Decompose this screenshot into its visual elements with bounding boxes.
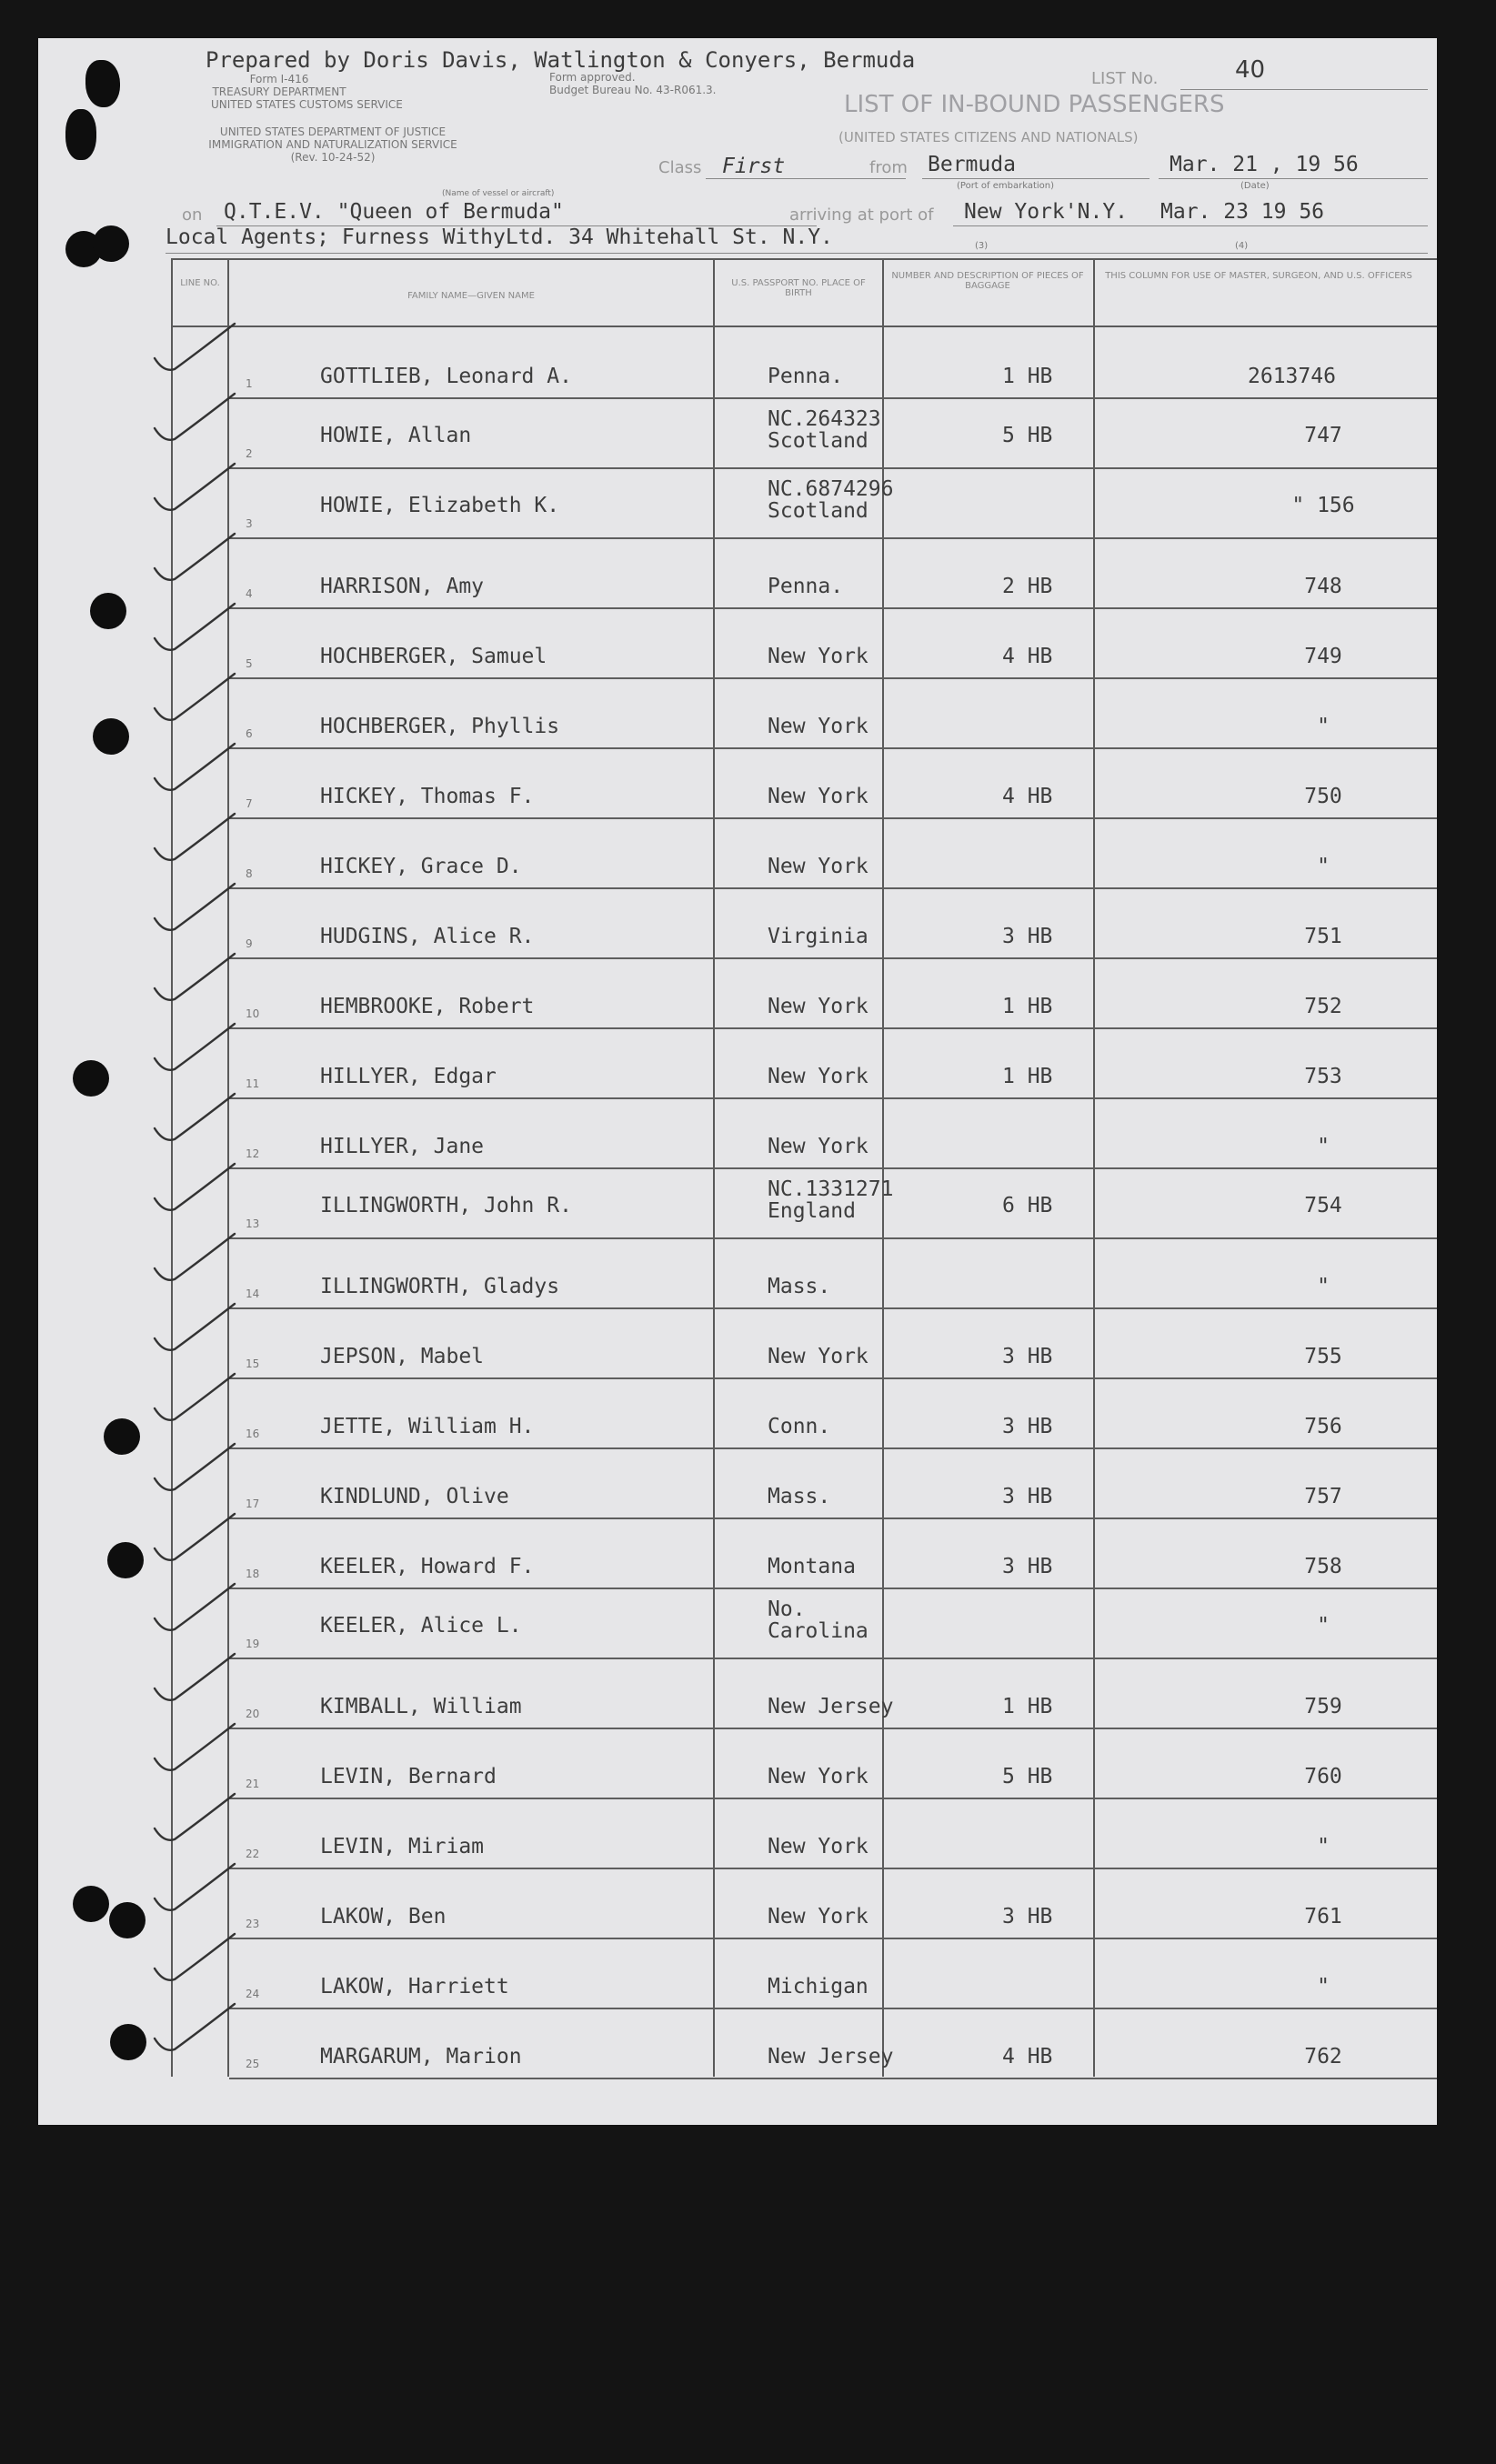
manifest-page (38, 38, 1437, 2125)
column-header-baggage: NUMBER AND DESCRIPTION OF PIECES OF BAGGAGE (891, 271, 1084, 291)
table-row (229, 537, 1437, 609)
justice-block (169, 125, 497, 164)
place-of-birth: New York (768, 1905, 868, 1928)
check-mark-icon (147, 873, 247, 946)
justice-line: UNITED STATES DEPARTMENT OF JUSTICE (219, 125, 447, 138)
check-mark-icon (147, 1013, 247, 1086)
place-of-birth: New York (768, 855, 868, 878)
place-of-birth: Montana (768, 1555, 856, 1578)
line-number: 5 (246, 657, 253, 670)
passport-number: NC.1331271 (768, 1177, 894, 1201)
line-number: 14 (246, 1287, 260, 1300)
place-of-birth: New York (768, 785, 868, 808)
place-of-birth: Mass. (768, 1485, 831, 1508)
punch-hole (93, 225, 129, 262)
punch-hole (93, 718, 129, 755)
passenger-name: HOWIE, Allan (320, 424, 472, 447)
punch-hole (104, 1418, 140, 1455)
passenger-name: MARGARUM, Marion (320, 2045, 522, 2068)
place-of-birth: New York (768, 1135, 868, 1158)
line-number: 1 (246, 377, 253, 390)
table-row (229, 1517, 1437, 1589)
passenger-name: HILLYER, Edgar (320, 1065, 497, 1088)
table-row (229, 1097, 1437, 1169)
baggage: 4 HB (1002, 2045, 1053, 2068)
officer-number: 751 (1304, 925, 1342, 948)
table-row (229, 397, 1437, 469)
table-row (229, 1798, 1437, 1869)
date-line (1159, 178, 1428, 179)
check-mark-icon (147, 1503, 247, 1576)
class-line (706, 178, 906, 179)
passenger-name: JEPSON, Mabel (320, 1345, 485, 1368)
check-mark-icon (147, 523, 247, 596)
table-row (229, 1307, 1437, 1379)
baggage: 1 HB (1002, 1065, 1053, 1088)
table-row (229, 1868, 1437, 1939)
table-row (229, 2008, 1437, 2079)
place-of-birth: Michigan (768, 1975, 868, 1998)
check-mark-icon (147, 1363, 247, 1436)
place-of-birth: Carolina (768, 1619, 868, 1643)
passenger-name: ILLINGWORTH, Gladys (320, 1275, 560, 1298)
officer-number: 755 (1304, 1345, 1342, 1368)
officer-number: 760 (1304, 1765, 1342, 1788)
check-mark-icon (147, 453, 247, 526)
place-of-birth: New Jersey (768, 2045, 894, 2068)
table-row (229, 957, 1437, 1029)
officer-number: " (1317, 1275, 1330, 1298)
list-title: LIST OF IN-BOUND PASSENGERS (844, 91, 1225, 118)
approval-line: Form approved. (549, 71, 636, 84)
place-of-birth: New York (768, 645, 868, 668)
form-block (211, 73, 403, 111)
baggage: 5 HB (1002, 424, 1053, 447)
officer-number: " (1317, 1975, 1330, 1998)
check-mark-icon (147, 1573, 247, 1646)
punch-hole (90, 593, 126, 629)
check-mark-icon (147, 943, 247, 1016)
from-value: Bermuda (928, 153, 1016, 176)
baggage: 2 HB (1002, 575, 1053, 598)
check-mark-icon (147, 733, 247, 806)
place-of-birth: Virginia (768, 925, 868, 948)
column-header-passport: U.S. PASSPORT NO. PLACE OF BIRTH (731, 278, 866, 298)
table-row (229, 327, 1437, 399)
officer-number: 752 (1304, 995, 1342, 1018)
check-mark-icon (147, 383, 247, 456)
baggage: 6 HB (1002, 1194, 1053, 1217)
approval-line: Budget Bureau No. 43-R061.3. (549, 84, 717, 96)
arrival-line (953, 225, 1428, 226)
punch-hole (73, 1060, 109, 1097)
line-number: 23 (246, 1918, 260, 1930)
table-row (229, 1658, 1437, 1729)
table-row (229, 1167, 1437, 1239)
place-of-birth: Penna. (768, 365, 844, 388)
passenger-name: GOTTLIEB, Leonard A. (320, 365, 572, 388)
check-mark-icon (147, 1293, 247, 1366)
arrival-date: Mar. 23 19 56 (1160, 200, 1325, 224)
passenger-name: HUDGINS, Alice R. (320, 925, 535, 948)
list-subtitle: (UNITED STATES CITIZENS AND NATIONALS) (838, 129, 1139, 145)
agents-line (166, 253, 1428, 254)
passenger-name: ILLINGWORTH, John R. (320, 1194, 572, 1217)
officer-number: 2613746 (1248, 365, 1336, 388)
baggage: 4 HB (1002, 785, 1053, 808)
line-number: 9 (246, 937, 253, 950)
departure-date: Mar. 21 , 19 56 (1170, 153, 1359, 176)
line-number: 6 (246, 727, 253, 740)
from-caption: (Port of embarkation) (957, 181, 1055, 191)
column-header-line-no: LINE NO. (180, 278, 220, 288)
officer-number: " (1317, 1835, 1330, 1858)
line-number: 21 (246, 1778, 260, 1790)
officer-number: " (1317, 855, 1330, 878)
line-number: 8 (246, 867, 253, 880)
check-mark-icon (147, 1433, 247, 1506)
passenger-name: HOWIE, Elizabeth K. (320, 494, 560, 517)
line-number: 3 (246, 517, 253, 530)
punch-hole (107, 1542, 144, 1578)
form-line: TREASURY DEPARTMENT (212, 85, 346, 98)
officer-number: 753 (1304, 1065, 1342, 1088)
baggage: 3 HB (1002, 1905, 1053, 1928)
list-no-value: 40 (1235, 56, 1266, 84)
place-of-birth: New York (768, 715, 868, 738)
line-number: 20 (246, 1708, 260, 1720)
check-mark-icon (147, 1223, 247, 1296)
baggage: 3 HB (1002, 1415, 1053, 1438)
passenger-name: KIMBALL, William (320, 1695, 522, 1718)
passport-number: NC.6874296 (768, 477, 894, 501)
from-label: from (869, 158, 908, 177)
punch-hole (65, 109, 96, 160)
baggage: 3 HB (1002, 1485, 1053, 1508)
place-of-birth: New York (768, 1345, 868, 1368)
justice-line: (Rev. 10-24-52) (290, 151, 376, 164)
line-number: 4 (246, 587, 253, 600)
table-row (229, 1377, 1437, 1449)
passenger-name: HOCHBERGER, Samuel (320, 645, 547, 668)
check-mark-icon (147, 1993, 247, 2066)
officer-number: 758 (1304, 1555, 1342, 1578)
passenger-name: HARRISON, Amy (320, 575, 485, 598)
table-row (229, 1938, 1437, 2009)
place-of-birth: New York (768, 995, 868, 1018)
check-mark-icon (147, 1783, 247, 1856)
line-number: 16 (246, 1427, 260, 1440)
form-line: Form I-416 (249, 73, 309, 85)
passenger-name: KINDLUND, Olive (320, 1485, 509, 1508)
baggage: 1 HB (1002, 995, 1053, 1018)
from-line (922, 178, 1150, 179)
passenger-name: LAKOW, Ben (320, 1905, 447, 1928)
officer-number: " 156 (1291, 494, 1355, 517)
column-header-officers: THIS COLUMN FOR USE OF MASTER, SURGEON, AND U.S. OFFICERS (1105, 271, 1412, 281)
baggage: 3 HB (1002, 1555, 1053, 1578)
line-number: 12 (246, 1147, 260, 1160)
line-number: 10 (246, 1007, 260, 1020)
place-of-birth: New York (768, 1765, 868, 1788)
arriving-label: arriving at port of (789, 205, 934, 225)
table-row (229, 467, 1437, 539)
place-of-birth: New Jersey (768, 1695, 894, 1718)
check-mark-icon (147, 593, 247, 666)
place-of-birth: Scotland (768, 499, 868, 523)
officer-number: 759 (1304, 1695, 1342, 1718)
line-number: 13 (246, 1217, 260, 1230)
officer-number: 748 (1304, 575, 1342, 598)
line-number: 2 (246, 447, 253, 460)
passenger-name: HICKEY, Grace D. (320, 855, 522, 878)
check-mark-icon (147, 1923, 247, 1996)
table-row (229, 747, 1437, 819)
check-mark-icon (147, 1153, 247, 1226)
officer-number: 754 (1304, 1194, 1342, 1217)
place-of-birth: Penna. (768, 575, 844, 598)
line-number: 24 (246, 1988, 260, 2000)
list-no-label: LIST No. (1091, 69, 1159, 88)
check-mark-icon (147, 803, 247, 876)
punch-hole (110, 2024, 146, 2060)
agents-caption-right: (4) (1235, 241, 1249, 251)
class-value: First (722, 155, 786, 178)
column-header-name: FAMILY NAME—GIVEN NAME (407, 291, 535, 301)
officer-number: 756 (1304, 1415, 1342, 1438)
table-row (229, 677, 1437, 749)
baggage: 5 HB (1002, 1765, 1053, 1788)
check-mark-icon (147, 313, 247, 386)
place-of-birth: New York (768, 1835, 868, 1858)
local-agents: Local Agents; Furness WithyLtd. 34 Whitehall St. N.Y. (166, 225, 833, 249)
line-number: 18 (246, 1568, 260, 1580)
place-of-birth: New York (768, 1065, 868, 1088)
check-mark-icon (147, 1643, 247, 1716)
passenger-name: LAKOW, Harriett (320, 1975, 509, 1998)
on-label: on (182, 205, 203, 225)
baggage: 3 HB (1002, 1345, 1053, 1368)
passenger-name: HEMBROOKE, Robert (320, 995, 535, 1018)
table-row (229, 817, 1437, 889)
check-mark-icon (147, 1713, 247, 1786)
passenger-name: HICKEY, Thomas F. (320, 785, 535, 808)
line-number: 22 (246, 1848, 260, 1860)
passport-number: NC.264323 (768, 407, 881, 431)
table-row (229, 1447, 1437, 1519)
officer-number: " (1317, 715, 1330, 738)
baggage: 4 HB (1002, 645, 1053, 668)
prepared-by: Prepared by Doris Davis, Watlington & Conyers, Bermuda (206, 47, 916, 73)
officer-number: 749 (1304, 645, 1342, 668)
line-number: 15 (246, 1357, 260, 1370)
passenger-name: HOCHBERGER, Phyllis (320, 715, 560, 738)
line-number: 11 (246, 1077, 260, 1090)
justice-line: IMMIGRATION AND NATURALIZATION SERVICE (208, 138, 457, 151)
place-of-birth: England (768, 1199, 856, 1223)
officer-number: " (1317, 1614, 1330, 1638)
punch-hole (109, 1902, 146, 1938)
table-row (229, 607, 1437, 679)
punch-hole (85, 60, 120, 107)
vessel-name: Q.T.E.V. "Queen of Bermuda" (224, 200, 564, 224)
passenger-name: HILLYER, Jane (320, 1135, 485, 1158)
passenger-name: LEVIN, Miriam (320, 1835, 485, 1858)
table-top-line (171, 258, 1437, 260)
baggage: 3 HB (1002, 925, 1053, 948)
check-mark-icon (147, 663, 247, 736)
table-row (229, 1588, 1437, 1659)
agents-caption-left: (3) (975, 241, 989, 251)
officer-number: 762 (1304, 2045, 1342, 2068)
officer-number: " (1317, 1135, 1330, 1158)
date-caption: (Date) (1240, 181, 1270, 191)
officer-number: 750 (1304, 785, 1342, 808)
table-row (229, 1027, 1437, 1099)
passenger-name: KEELER, Alice L. (320, 1614, 522, 1638)
place-of-birth: Mass. (768, 1275, 831, 1298)
officer-number: 761 (1304, 1905, 1342, 1928)
class-label: Class (658, 158, 702, 177)
officer-number: 747 (1304, 424, 1342, 447)
check-mark-icon (147, 1853, 247, 1926)
arrival-port: New York'N.Y. (964, 200, 1129, 224)
baggage: 1 HB (1002, 1695, 1053, 1718)
vessel-caption: (Name of vessel or aircraft) (442, 189, 555, 198)
table-row (229, 1237, 1437, 1309)
passenger-name: KEELER, Howard F. (320, 1555, 535, 1578)
line-number: 17 (246, 1497, 260, 1510)
table-row (229, 1728, 1437, 1799)
line-number: 19 (246, 1638, 260, 1650)
table-row (229, 887, 1437, 959)
approval-block (549, 71, 716, 96)
officer-number: 757 (1304, 1485, 1342, 1508)
place-of-birth: Conn. (768, 1415, 831, 1438)
baggage: 1 HB (1002, 365, 1053, 388)
passenger-name: LEVIN, Bernard (320, 1765, 497, 1788)
line-number: 25 (246, 2058, 260, 2070)
list-no-line (1180, 89, 1428, 90)
check-mark-icon (147, 1083, 247, 1156)
form-line: UNITED STATES CUSTOMS SERVICE (211, 98, 403, 111)
punch-hole (73, 1886, 109, 1922)
passenger-name: JETTE, William H. (320, 1415, 535, 1438)
line-number: 7 (246, 797, 253, 810)
place-of-birth: Scotland (768, 429, 868, 453)
passport-number: No. (768, 1598, 806, 1621)
